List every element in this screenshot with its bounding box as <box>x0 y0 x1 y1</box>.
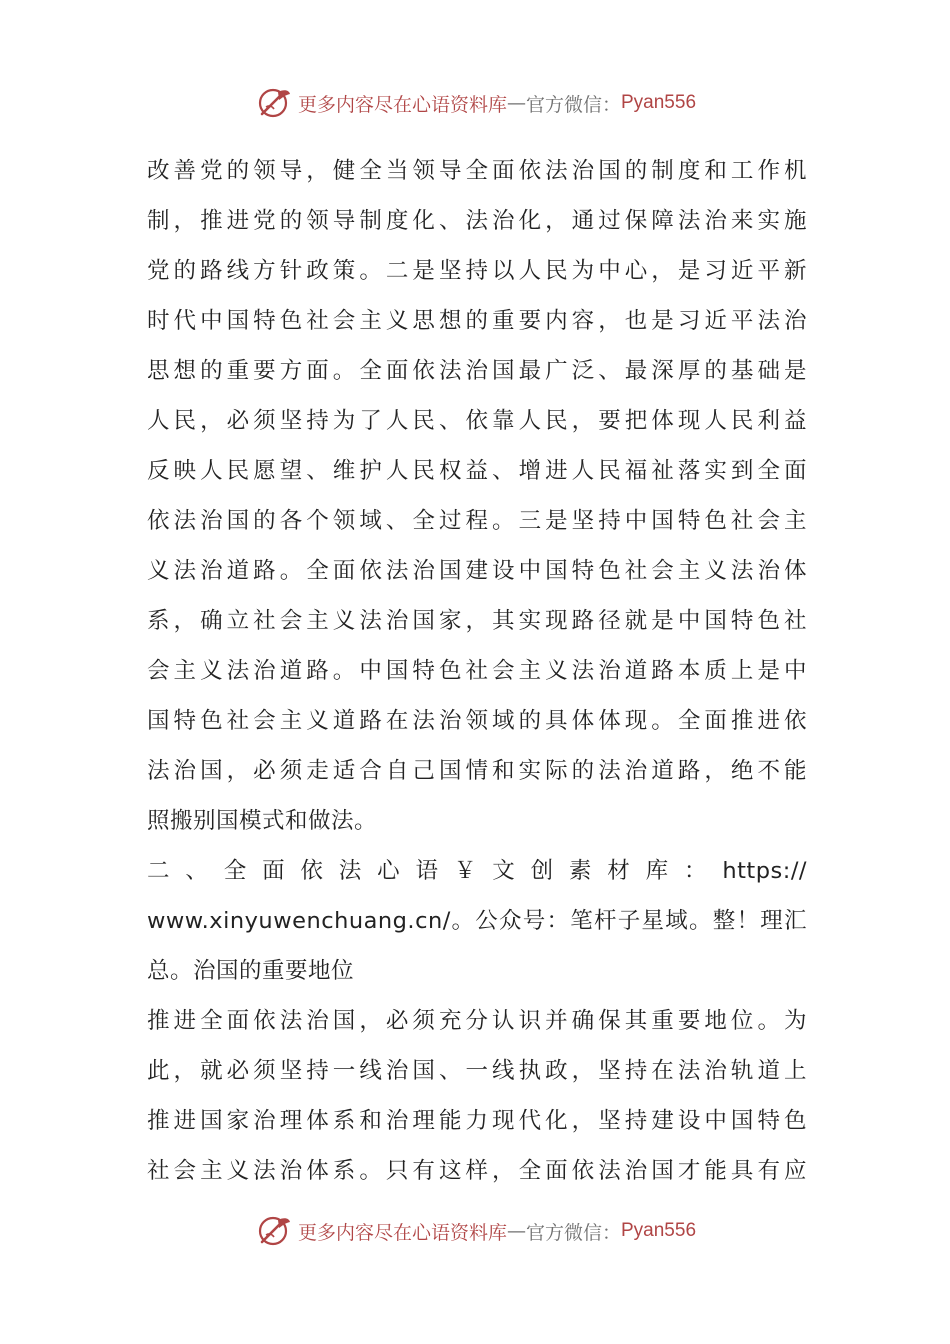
text-line: 推进国家治理体系和治理能力现代化，坚持建设中国特色 <box>147 1108 807 1134</box>
document-body <box>147 146 807 1196</box>
text-line: 总。治国的重要地位 <box>147 958 355 984</box>
text-line: 此，就必须坚持一线治国、一线执政，坚持在法治轨道上 <box>147 1058 807 1084</box>
text-line: 人民，必须坚持为了人民、依靠人民，要把体现人民利益 <box>147 408 807 434</box>
footer-dash: — <box>506 1220 526 1242</box>
text-line: 法治国，必须走适合自己国情和实际的法治道路，绝不能 <box>147 758 807 784</box>
header-dash: — <box>506 92 526 114</box>
footer-brand-text: 更多内容尽在心语资料库 <box>297 1221 507 1244</box>
text-line: 依法治国的各个领域、全过程。三是坚持中国特色社会主 <box>147 508 807 534</box>
footer-watermark <box>0 1211 950 1251</box>
text-line: www.xinyuwenchuang.cn/。公众号：笔杆子星域。整！理汇 <box>147 908 807 934</box>
text-line: 会主义法治道路。中国特色社会主义法治道路本质上是中 <box>147 658 807 684</box>
text-line: 改善党的领导，健全当领导全面依法治国的制度和工作机 <box>147 158 807 184</box>
footer-account-id: Pyan556 <box>621 1220 697 1241</box>
header-brand-text: 更多内容尽在心语资料库 <box>297 93 507 116</box>
header-account-label: 官方微信： <box>525 93 621 116</box>
text-line: 党的路线方针政策。二是坚持以人民为中心，是习近平新 <box>147 258 807 284</box>
header-account-id: Pyan556 <box>621 92 697 113</box>
text-line: 思想的重要方面。全面依法治国最广泛、最深厚的基础是 <box>147 358 807 384</box>
text-line: 制，推进党的领导制度化、法治化，通过保障法治来实施 <box>147 208 807 234</box>
quill-seal-icon <box>254 1214 292 1248</box>
text-line: 国特色社会主义道路在法治领域的具体体现。全面推进依 <box>147 708 807 734</box>
text-line: 推进全面依法治国，必须充分认识并确保其重要地位。为 <box>147 1008 807 1034</box>
text-line: 社会主义法治体系。只有这样，全面依法治国才能具有应 <box>147 1158 807 1184</box>
text-line: 系，确立社会主义法治国家，其实现路径就是中国特色社 <box>147 608 807 634</box>
text-line: 时代中国特色社会主义思想的重要内容，也是习近平法治 <box>147 308 807 334</box>
text-line: 照搬别国模式和做法。 <box>147 808 378 834</box>
quill-seal-icon <box>254 86 292 120</box>
text-line: 反映人民愿望、维护人民权益、增进人民福祉落实到全面 <box>147 458 807 484</box>
footer-account-label: 官方微信： <box>525 1221 621 1244</box>
header-watermark <box>0 83 950 123</box>
text-line: 义法治道路。全面依法治国建设中国特色社会主义法治体 <box>147 558 807 584</box>
text-line: 二 、 全 面 依 法 心 语 ￥ 文 创 素 材 库 ： https:// <box>147 858 807 884</box>
